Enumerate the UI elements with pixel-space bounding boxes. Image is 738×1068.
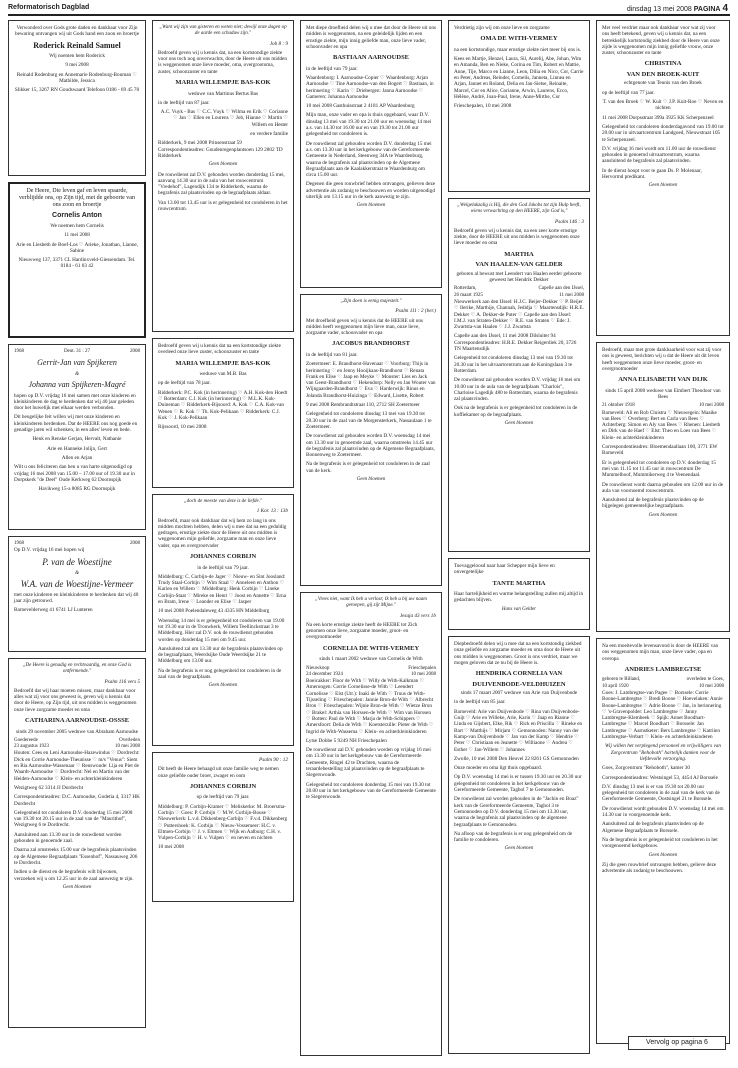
family-list: Nieuwerkerk aan den IJssel: H.J.C. Beijer-Dekker ♡ P. Beijer ♡ Ilerike, Marthije, Channah, Jedidja ♡ Maartensdijk: H.R.E. Dekker ♡ A. Dekker-de Puter ♡ Capelle aan den IJssel: I.M.J. van Straten-Dekker ♡ R.E. van Straten ♡ Ede: J. Zwartsta-van Haalen ♡ J.J. Zwartsta xyxy=(454,298,584,331)
anniversary-spijkeren xyxy=(8,344,146,530)
family-list: Waardenburg: I. Aarnoudse-Copier ♡ Waardenburg: Arjan Aarnoudse ♡ Tine Aarnoudse-van den Bogert ♡ Bastiaan, in herinnering ♡ Karin ♡ Driebergen: Janna Aarnoudse ♡ Gameren: Johanna Aarnoudse xyxy=(306,74,434,100)
died-place: Capelle aan den IJssel, xyxy=(538,286,584,292)
obituary-van-dijk xyxy=(596,342,730,632)
ad-text: Bedroefd geven wij u kennis dat, na een kortstondige ziekte voor ons toch nog onverwachts, door de Heere uit ons midden is weggenomen onze lieve moeder, oma, overgrootoma, zuster, schoonzuster en tante xyxy=(158,49,287,75)
obituary-bastiaan-aarnoudse xyxy=(300,20,442,288)
family-list: Goes: J. Lambregtse-van Pagee ♡ Borssele: Corrie Boone-Lambregtse ♡ Bredi Boone ♡ Hoevelaken: Annie Boone-Lambregtse ♡ Adrie Boone ♡ Jan, in herinnering ♡ 's-Gravenpolder: Leo Lambregtse ♡ Janny Lambregtse-Klembeek ♡ Spijk: Annet Boodhart-Lambregtse ♡ Marcel Boodhart ♡ Borssele: Jan Lambregtse ♡ Aarnstketer: Bers Lambregtse ♡ Katriien Lambregtse-Verbart ♡ Klein- en achterkleinkinderen xyxy=(602,689,723,741)
family-list: Kees en Martje, Henzel, Laura, Sil, Aurelij, Abe, Johan, Wim en Amanda, Ben en Nieke, Corina en Tim, Robert en Mattie, Anne, Tije, Marco en Lianne, Leon, Dilia en Nico, Cor, Carrie en Peter, Andreas, Reinder, Cornelis, Janneta, Linnea en Arjan, Jannet en Roland, Delia en Jan-Sietse, Reinaite, Marcel, Cor en Alice, Corianne, Arwin, Laurens, Ecco, Hélène, André, Joan-Paul, Irene, Anne-Mirthe, Cor xyxy=(454,56,584,100)
family-1: Henk en Renske Gerjan, Hervalt, Nathanie xyxy=(32,436,122,443)
born-place: Rotterdam, xyxy=(454,286,477,292)
died-place: Overleden xyxy=(119,737,140,743)
deceased-sub: geboren al bewust met Leendert van Haalen eerder geboorte geweest het Hendrik Dekker xyxy=(456,270,582,284)
ad-address: 10 mei 2008 Poelendaleweg 43 4335 HN Middelburg xyxy=(158,608,270,615)
column-4 xyxy=(448,20,590,1060)
obituary-aarnoudse-catharina xyxy=(8,658,146,1028)
deceased-sub: sinds 29 november 2005 weduwe van Abraham Aarnoudse xyxy=(15,728,139,735)
died-place: Frieschepalen xyxy=(408,665,436,671)
ad-text: Met veel verdriet maar ook dankbaar voor wat zij voor ons heeft betekend, geven wij u kennis dat, na een betrekkelijk kortstondig ziekbed door de Heere van onze zijde is weggenomen mijn innig geliefde vrouw, onze zuster, schoonzuster en tante xyxy=(602,25,720,57)
died-date: 10 mei 2008 xyxy=(699,403,724,409)
ad-sign: Geen bloemen xyxy=(356,203,386,209)
ad-text-4: Ook na de begrafenis is er gelegenheid tot condoleren in de koffiekamer op de begraafplaats. xyxy=(454,405,578,418)
ad-name: Roderick Reinald Samuel xyxy=(33,40,121,50)
ad-text-3: Aansluitend zal om 13.30 uur de begrafenis plaatsvinden op de begraafplaats, Weerdsijke Oude Weerdsijke 21 te Middelburg om 13.00 uur. xyxy=(158,645,283,665)
obituary-oma-de-with xyxy=(448,20,590,192)
deceased-name-1: MARTHA xyxy=(504,250,534,258)
ad-address: Barnevelderweg 41 6741 LJ Lunteren xyxy=(14,607,93,614)
ad-text: met onze kinderen en kleinkinderen te herdenken dat wij 40 jaar zijn getrouwd. xyxy=(14,591,139,605)
deceased-name: MARIA WILLEMPJE BAS-KOK xyxy=(175,359,271,367)
ad-sign: Geen bloemen xyxy=(648,852,678,858)
ad-address: Havikweg 15-a 8085 RG Doornspijk xyxy=(38,486,116,493)
ad-text-2: Mijn man, onze vader en opa is thuis opgebaard, waar D.V. dinsdag 13 mei van 19.30 tot 21.00 uur en woensdag 14 mei a.s. van 14.30 tot 16.00 uur en van 19.30 tot 21.00 uur gelegenheid tot condoleren is. xyxy=(306,112,432,138)
ad-text-4: Aansluitend zal de begrafenis plaatsvinden op de Algemene Begraafplaats te Borssele. xyxy=(602,821,704,834)
ad-sub: Wij noemen hem Roderick xyxy=(49,53,105,60)
ad-text: Diepbedroefd delen wij u mee dat na een kortstondig ziekbed onze geliefde en zorgzame moeder en oma door de Heere uit ons midden is weggenomen. Groot is ons verdriet, maar we mogen geloven dat ze nu bij de Heere is. xyxy=(454,641,582,666)
ad-sub: We noemen hem Cornelis xyxy=(50,223,104,229)
quote: „Welgelukzalig is Hij, die den God Jakobs tot zijn Hulp heeft, wiens verwachting op den HEERE, zijn God is," xyxy=(457,203,581,215)
deceased-sub: sinds 15 april 2008 weduwe van Eimbert Theodoor van Bees xyxy=(605,387,721,400)
deceased-sub: sinds 1 maart 2002 weduwe van Cornelis de With xyxy=(319,656,423,663)
deceased-age: op de leeftijd van 78 jaar. xyxy=(158,380,211,387)
obituary-van-duijvenbode xyxy=(448,636,590,1054)
died-date: 10 mei 2008 xyxy=(115,744,140,750)
year-end: 2008 xyxy=(130,541,140,546)
ad-text-5: Na afloop van de begrafenis is er nog gelegenheid om de familie te condoleren. xyxy=(454,830,573,844)
deceased-name: JOHANNES CORBIJN xyxy=(189,553,257,561)
ad-header-line xyxy=(14,349,140,355)
family-list: T. van den Broek ♡ W. Kuit ♡ J.P. Kuit-Roe ♡ Neven en nichten xyxy=(602,99,724,112)
ad-text-3: Gelegenheid tot condoleren donderdag 15 mei van 19.30 tot 20.00 uur in het kerkgebouw van de Gereformeerde Gemeente te Siegerswoude. xyxy=(306,781,436,801)
ad-text: hopen op D.V. vrijdag 16 mei samen met onze kinderen en kleinkinderen de dag te herdenken dat wij 40 jaar geleden door het huwelijk met elkaar werden verbonden. xyxy=(14,392,136,412)
ad-text-6: Zij die geen rouwbrief ontvangen hebben, gelieve deze advertentie als zodanig te beschouwen. xyxy=(602,861,717,875)
family-list: Middelburg: C. Corbijn-de Jager ♡ Nieuw- en Sint Joosland: Trudy Staal-Corbijn ♡ Wim Staal ♡ Anneleen en Anthon ♡ Karien en Willem ♡ Middelburg: Henk Corbijn ♡ Lineke Corbijn-Staat ♡ Mireke en Henri ♡ Joost en Annette ♡ Erna en Bram, Irene ♡ Leander en Elise ♡ Jasper xyxy=(158,573,287,606)
deceased-name: BASTIAAN AARNOUDSE xyxy=(332,54,410,62)
ad-text-3: De rouwdienst zal gehouden worden D.V. donderdag 15 mei a.s. om 13.30 uur in het kerkgebouw van de Gereformeerde Gemeente in Nederland, Steenweg 34A te Waardenburg, waarna de begrafenis zal plaatsvinden op de Algemene Begraafplaats aan de Kaalakkerstraat te Waardenburg om circa 15.00 uur. xyxy=(306,140,432,179)
ad-text-3: De rouwdienst zal gehouden worden D.V. vrijdag 16 mei om 10.00 uur in de aula van de begraafplaats "Charlois", Charloise Lagedijk 480 te Rotterdam, waarna de begrafenis zal plaatsvinden. xyxy=(454,377,581,403)
quote: „Vrees niet, want Ik heb u verlost; Ik heb u bij uw naam geroepen, gij zijt Mijne." xyxy=(315,597,427,609)
reception: Wilt u ons feliciteren dan hen u van harte uitgenodigd op vrijdag 16 mei 2008 van 15.00 – 17.00 uur of 19.30 uur in Dorpskerk "de Deel" Oude Kerkweg 62 Doornspijk xyxy=(14,464,135,483)
verse-ref: Jesaja 43 vers 1b xyxy=(399,612,436,619)
birth-announcement-cornelis xyxy=(8,182,146,338)
ad-text-2: na een kortstondige, maar ernstige ziekte niet meer bij ons is. xyxy=(454,46,582,53)
born-date: 26 maart 1925 xyxy=(454,292,483,298)
ad-text-4: Aansluitend zal de begrafenis plaatsvinden op de bijgelegen gemeentelijke begraafplaats. xyxy=(602,497,704,510)
ad-text-2: Gelegenheid tot condoleren donderdagavond van 19.00 tot 20.00 uur in uitvaartcentrum Landgoed, Nieuwstraat 105 te Scherpenzeel. xyxy=(602,123,724,143)
family-3: Allen en Arjan xyxy=(61,454,93,461)
deceased-name-2: DUIJVENBODE-VELDHUIZEN xyxy=(472,680,566,688)
family-list: Boeicakker: Floor de With ♡ Willy de With-Kalkman ♡ Amerongen: Corrie Cornelisse-de With ♡ Leendert Cornelisse ♡ Elst (Utr.): Inaki de With ♡ Truus de With-Tijsseling ♡ Frieschepalen: Jannie Bron-de With ♡ Albrecht Bron ♡ Frieschepalen: Wijnie Bron-de With ♡ Wietze Bron ♡ Brakel: Arthia van Horssen-de With ♡ Wim van Horssen ♡ Botten: Paul de With ♡ Marja de With-Schippers ♡ Amersfoort: Delia de With ♡ Koetsterzille: Pieter de With ♡ Ingrid de With-Wassema ♡ Klein- en achterkleinkinderen xyxy=(306,678,434,735)
ad-text-2: Onze moeder en oma ligt thuis opgebaard. xyxy=(454,765,543,772)
page-label: PAGINA xyxy=(693,6,721,13)
ad-text: Verdrietig zijn wij om onze lieve en zorgzame xyxy=(454,25,550,31)
deceased-name: ANNA ELISABETH VAN DIJK xyxy=(618,376,708,384)
ad-parents: Reinald Rodenburg en Annemarie Rodenburg-Bouman ♡ Mathilde, Jessica xyxy=(16,71,138,84)
correspondence: Correspondentieadres: Bloemendaallaan 100, 3771 EW Barneveld xyxy=(602,444,718,457)
ad-text-2: De rouwdienst zal D.V. gehouden worden op vrijdag 16 mei om 13.30 uur in het kerkgebouw van de Gereformeerde Gemeente, Ringel 42 te Drachten, waarna de teraardebestelling zal plaatsvinden op de begraafplaats te Siegerswoude. xyxy=(306,747,431,779)
family-list: Houten: Cees en Leni Aarnoudse-Hazewindus ♡ Dordrecht: Dick en Corrie Aarnoudse-Theunisse ♡ m/s "Venus": Siem en Ria Aarnoudse-Wassenaar ♡ Renswoude: Lija en Piet de Waardt-Aarnoudse ♡ Dordrecht: Nel en Martin van der Heiden-Aarnoudse ♡ Klein- en achterkleinkinderen xyxy=(14,750,140,782)
deceased-name: JOHANNES CORBIJN xyxy=(189,782,257,790)
deceased-name: JACOBUS BRANDHORST xyxy=(332,340,410,348)
page-header-date xyxy=(627,3,728,14)
ad-date: 9 mei 2008 xyxy=(65,62,89,69)
deceased-name: CORNELIA DE WITH-VERMEY xyxy=(322,644,420,652)
quote: „Zijn doen is eenig majesteit." xyxy=(340,299,402,304)
deceased-age: in de leeftijd van 87 jaar. xyxy=(158,99,210,106)
family-list: Barneveld: Ali en Rob Cluistra ♡ Nieuwegein: Maaike van Bees ♡ Overberg: Bert en Carla van Bees ♡ Achterberg: Simon en Aly van Bees ♡ Rhenen: Liesbeth en Dirk van de Haef ♡ Elst: Theo en Loes van Bees ♡ Klein- en achterkleinkinderen xyxy=(602,409,721,441)
correspondence: Correspondentieadres: D.C. Aarnoudse, Godetia 4, 3317 HK Dordrecht xyxy=(14,794,140,807)
family-list: Barneveld: Arie van Duijvenbode ♡ Rina van Duijvenbode-Guijt ♡ Arie en Willeke, Arie, Karin ♡ Jaap en Rianne ♡ Linda en Gijsbert, Elke, Rik ♡ Rick en Priscilla ♡ Rineke en Bart ♡ Matthijs ♡ Mirjam ♡ Gemonnoden: Nanny van der Kamp-van Duijvenbode ♡ Jan van der Kamp ♡ Hendrie ♡ Peter ♡ Christiaan en Jeanette ♡ Williaone ♡ Andrea ♡ Esther ♡ Jan-Willem ♡ Johannes xyxy=(454,708,583,753)
obituary-brandhorst xyxy=(300,294,442,586)
ad-sign: Geen bloemen xyxy=(208,683,238,689)
ad-date: 10 mei 2008 xyxy=(158,844,184,851)
ad-address: Wezigtweg 62 3314 JJ Dordrecht xyxy=(14,784,84,791)
deceased-name-2: VAN HAALEN-VAN GELDER xyxy=(475,261,563,269)
quote: „Want wij zijn van gisteren en weten niet; dewijl onze dagen op de aarde een schaduw zijn." xyxy=(159,25,287,37)
ad-text-2: Haar hartelijkheid en warme belangstelling zullen mij altijd in gedachten blijven. xyxy=(454,591,584,604)
ad-intro: Op D.V. vrijdag 16 mei hopen wij xyxy=(14,547,85,554)
verse-ref: Psalm 111 : 2 (ber.) xyxy=(395,308,436,315)
ampersand: & xyxy=(74,370,80,377)
family-end: en verdere familie xyxy=(250,131,288,138)
column-3 xyxy=(300,20,442,1062)
ad-text-2: Gelegenheid tot condoleren D.V. donderdag 15 mei 2008 van 19.30 tot 20.15 uur in de zaal van de "Maurithof", Wezigtweg 6 te Dordrecht. xyxy=(14,809,133,829)
deceased-sub: in de leeftijd van 79 jaar. xyxy=(197,564,249,571)
deceased-sub: op de leeftijd van 79 jaar. xyxy=(196,794,250,801)
died-place: overleden te Goes, xyxy=(686,677,724,683)
ad-text-3: De rouwdienst wordt daarna gehouden om 12.00 uur in de aula van voornoemd rouwcentrum. xyxy=(602,481,724,494)
ad-text: Dit heeft de Heere behaagd uit onze familie weg te nemen onze geliefde ouder broer, zwager en oom xyxy=(158,766,279,779)
birth-announcement-roderick xyxy=(8,20,146,176)
ad-text: De Heere, Die leven gaf en leven spaarde, verblijdde ons, op Zijn tijd, met de geboorte van ons zoon en broertje xyxy=(19,188,135,208)
column-1 xyxy=(8,20,146,1034)
deceased-sub: in de leeftijd van 81 jaar. xyxy=(306,351,358,358)
ad-address: Nieuwweg 137, 3371 CL Hardinxveld-Giessendam. Tel. 0184 - 61 03 42 xyxy=(18,257,136,270)
continued-on-page-link[interactable]: Vervolg op pagina 6 xyxy=(628,1036,726,1050)
obituary-van-den-broek-kuit xyxy=(596,20,730,336)
ad-text: Bedroefd dat wij haar moeten missen, maar dankbaar voor alles wat zij voor ons geweest is, geven wij u kennis dat door de Heere, op Zijn tijd, uit ons midden is weggenomen onze lieve zorgzame moeder en oma xyxy=(14,687,137,713)
obituary-corbijn-1 xyxy=(152,494,294,746)
ad-text-5: Na de begrafenis is er gelegenheid tot condoleren in het voorgenoemd kerkgebouw. xyxy=(602,836,718,850)
year-end: 2008 xyxy=(129,349,140,354)
ad-text: Na een korte ernstige ziekte heeft de HEERE tot Zich genomen onze lieve, zorgzame moeder, groot- en overgrootmoeder xyxy=(306,621,418,641)
ad-text-3: De rouwdienst zal gehouden worden D.V. woensdag 14 mei om 13.30 uur in genoemde zaal, waarna omstreeks 14.45 uur de begrafenis zal plaatsvinden op de Algemene Begraafplaats, Bonnenweg te Zoetermeer. xyxy=(306,433,435,459)
deceased-sub: weduwe van Martinus Bertus Bas xyxy=(187,90,259,97)
ad-address: Ridderkerk, 9 mei 2008 Prinsenstraat 59 Correspondentieadres: Goudenregenplantsoen 129 2802 TD Ridderkerk xyxy=(158,140,283,159)
year-start: 1968 xyxy=(14,541,24,546)
ad-text-3: Aansluitend aan 13.30 uur in de rouwdienst worden gehouden in genoemde zaal. xyxy=(14,831,122,845)
ad-parents: Arie en Liesbeth de Boef-Los ♡ Arieke, Jonathan, Lianne, Sabine xyxy=(15,241,139,254)
ad-text: Bedroefd geven wij u kennis dat na een kortstondige ziekte overleed onze lieve zuster, schoonzuster en tante xyxy=(158,343,281,356)
ad-text-4: Na de begrafenis is er nog gelegenheid tot condoleren in de zaal van de begraafplaats. xyxy=(158,667,282,681)
column-5 xyxy=(596,20,730,1050)
anniversary-woestijne xyxy=(8,536,146,652)
ad-text-2: Woensdag 14 mei is er gelegenheid tot condoleren van 19.00 tot 19.30 uur in de Trouwkerk, Willem Teellinckstraat 3 te Middelburg. Hier zal D.V. ook de rouwdienst gehouden worden op donderdag 15 mei om 9.45 uur. xyxy=(158,617,285,643)
ad-sign: Geen bloemen xyxy=(62,884,92,890)
deceased-name: OMA DE WITH-VERMEY xyxy=(480,35,558,43)
ad-address: Frieschepalen, 10 mei 2008 xyxy=(454,103,512,110)
header-date: dinsdag 13 mei 2008 xyxy=(626,6,692,13)
ad-sign: Geen bloemen xyxy=(648,183,678,189)
ad-text-4: In de dienst hoopt voor te gaan Ds. P. Molenaar, Hervormd predikant. xyxy=(602,167,702,181)
obituary-bas-kok-1 xyxy=(152,20,294,332)
ad-name: Cornelis Anton xyxy=(52,212,102,219)
born-date: 23 augustus 1923 xyxy=(14,744,49,750)
ad-address: 10 mei 2008 Gasthuisstraat 2 4181 AP Waardenburg xyxy=(306,103,415,110)
born-date: 21 oktober 1918 xyxy=(602,403,635,409)
correspondence: Correspondentieadres: Westsingel 53, 4454 AJ Borssele xyxy=(602,774,718,781)
couple-name-1: P. van de Woestijne xyxy=(42,556,112,567)
ad-text: Toevaggeloosd naar haar Schepper mijn lieve en onvergetelijke xyxy=(454,563,555,576)
ad-text-2: Gelegenheid tot condoleren dinsdag 13 mei van 19.30 tot 20.30 uur in het uitvaartcentrum aan de Koningslaan 3 te Rotterdam. xyxy=(454,355,573,374)
obituary-de-with-vermey xyxy=(300,592,442,1056)
ad-text: Met diepe droefheid delen wij u mee dat door de Heere uit ons midden is weggenomen, na een geleidelijk lijden en een ernstige ziekte, mijn innig geliefde man, onze lieve vader, schoonvader en opa xyxy=(306,25,436,50)
ad-text-5: Indien u de dienst en de begrafenis wilt bijwonen, verzoeken wij u om 12.25 uur in de zaal aanwezig te zijn. xyxy=(14,869,134,882)
ampersand: & xyxy=(74,569,80,576)
died-date: 10 mei 2008 xyxy=(411,671,436,677)
born-place: geboren te Rilland, xyxy=(602,677,641,683)
ad-sign: Geen bloemen xyxy=(208,162,238,168)
died-date: 11 mei 2008 xyxy=(559,292,584,298)
ad-text-3: D.V. vrijdag 16 mei wordt om 11.00 uur de rouwdienst gehouden in genoemd uitvaartcentrum, waarna aansluitend de begrafenis zal plaatsvinden. xyxy=(602,145,716,165)
verse-ref: 1 Kor. 13 : 13b xyxy=(256,508,288,515)
ad-text-4: De rouwdienst zal worden gehouden in de "Jachin en Boaz" kerk van de Gereformeerde Gemeente, Tagbol 3 te Gemonnoden op D.V. donderdag 15 mei om 13.30 uur, waarna de begrafenis zal plaatsvinden op de algemene begraafplaats te Gemonnoden. xyxy=(454,796,579,828)
quote: „De Heere is genadig en rechtvaardig, en onze God is ontfermende." xyxy=(22,663,132,675)
deceased-sub: echtgenote van Teunis van den Broek xyxy=(624,80,702,87)
deceased-name-2: VAN DEN BROEK-KUIT xyxy=(626,70,700,78)
ad-text: Bedroefd geven wij u kennis dat, na een zeer korte ernstige ziekte, door de HEERE uit ons midden is weggenomen onze lieve moeder en oma xyxy=(454,227,580,247)
ad-address: 11 mei 2008 Dorpsstraat 399a 3925 KK Scherpenzeel xyxy=(602,114,714,121)
ad-text-3: Op D.V. woensdag 14 mei is er tussen 19.30 uur en 20.30 uur gelegenheid tot condoleren in het kerkgebouw van de Gereformeerde Gemeente, Tagbol 7 te Gemonnoden. xyxy=(454,774,582,794)
deceased-name-1: CHRISTINA xyxy=(644,60,682,68)
deceased-sub: weduwe van M.B. Bas xyxy=(199,371,247,378)
ad-text-2: Dit heugelijke feit willen wij met onze kinderen en kleinkinderen herdenken. Dat de HEERE ons nog goede en genadige jaren wil schenken, in een alles' leven en bede. xyxy=(14,414,138,434)
ad-text-4: Degenen die geen rouwbrief hebben ontvangen, gelieven deze advertentie als zodanig te beschouwen en worden uitgenodigd uiterlijk om 13.15 uur in de kerk aanwezig te zijn. xyxy=(306,181,436,201)
verse-ref: Psalm 90 : 12 xyxy=(259,757,288,763)
family-list: Zoetermeer: E. Brandhorst-Havenaar ♡ Voorburg: Thijs in herinnering ♡ en Jenny Hooijkaas-Brandhorst ♡ Renata Frank en Elise ♡ Jaap en Meyke ♡ Monster: Lies en Jack van Geest-Brandhorst ♡ Hekendorp: Nelly en Jan Wouter van Wijngaarden-Brandhorst ♡ Eva ♡ Harderwijk: Rinus en Jolanda Brandhorst-Huizinga ♡ Edward, Lisette, Robert xyxy=(306,361,436,399)
family-list: A.C. Vuyk - Bas ♡ C.C. Vuyk ♡ Wilma en Erik ♡ Corianne ♡ Jan ♡ Ellen en Lourens ♡ Job, Hianne ♡ Martin ♡ Willem en Hester xyxy=(160,109,288,128)
verse-ref: Deut. 31 : 27 xyxy=(63,349,91,354)
verse-ref: Job 8 : 9 xyxy=(269,40,288,47)
page-number: 4 xyxy=(722,3,728,14)
ad-address: Capelle aan den IJssel, 11 mei 2008 Dilsluiter 94 Correspondentieadres: H.R.E. Dekker Reigerdiek 20, 3726 TN Maartensdijk xyxy=(454,333,577,353)
ad-text-3: Van 13.00 tot 13.45 uur is er gelegenheid tot condoleren in het rouwcentrum. xyxy=(158,199,288,213)
ad-text-4: Na de begrafenis is er gelegenheid tot condoleren in de zaal van de kerk. xyxy=(306,461,430,474)
thanks: Wij willen het verplegend personeel en vrijwilligers van Zorgcentrum "Rehoboth" hartelijk danken voor de liefdevolle verzorging. xyxy=(605,743,721,762)
ad-address: Rijssoord, 10 mei 2008 xyxy=(158,424,207,431)
deceased-sub: sinds 17 maart 2007 weduwe van Arie van Duijvenbode xyxy=(460,690,578,697)
ad-text-2: Gelegenheid tot condoleren dinsdag 13 mei van 19.30 tot 20.30 uur in de zaal van de Morgensterkerk, Nassaulaan 1 te Zoetermeer. xyxy=(306,411,432,430)
quote: „doch de meeste van deze is de liefde." xyxy=(183,499,263,504)
ad-address: Goes, Zorgcentrum "Rehoboth", kamer 30 xyxy=(602,765,690,772)
couple-name-1: Gerrit-Jan van Spijkeren xyxy=(37,358,117,368)
deceased-age: in de leeftijd van 85 jaar. xyxy=(454,699,506,706)
ad-text: Bedroefd, maar met grote dankbaarheid voor wat zij voor ons is geweest, berichten wij u dat de Heere uit dit leven heeft weggenomen onze lieve moeder, groot- en overgrootmoeder xyxy=(602,347,722,372)
obituary-van-haalen-van-gelder xyxy=(448,198,590,552)
deceased-name: TANTE MARTHA xyxy=(492,579,546,587)
verse-ref: Psalm 146 : 3 xyxy=(555,218,584,225)
header-rule xyxy=(8,14,730,16)
born-place: Goedereede xyxy=(14,737,38,743)
ad-sign: Hans van Gelder xyxy=(501,606,537,612)
ad-date: 11 mei 2008 xyxy=(64,232,90,239)
obituary-tante-martha xyxy=(448,558,590,630)
deceased-name-1: HENDRIKA CORNELIA VAN xyxy=(475,670,563,678)
verse-ref: Psalm 116 vers 5 xyxy=(104,678,140,685)
ad-text-2: Er is gelegenheid tot condoleren op D.V. donderdag 15 mei van 11.15 tot 11.45 uur in rouwcentrum De Mummelhoof, Mummikerweg 4 te Veenendaal. xyxy=(602,459,716,479)
obituary-bas-kok-2 xyxy=(152,338,294,488)
ad-sign: Geen bloemen xyxy=(504,421,534,427)
couple-name-2: W.A. van de Woestijne-Vermeer xyxy=(20,578,134,589)
ad-text-4: Daarna zal omstreeks 15.00 uur de begrafenis plaatsvinden op de Algemene Begraafplaats "Essenhof", Nassauweg 206 te Dordrecht. xyxy=(14,847,138,866)
ad-sign: Geen bloemen xyxy=(648,512,678,518)
ad-address: Lytse Dobbe 5 9249 NH Frieschepalen xyxy=(306,737,387,744)
ad-text-3: De rouwdienst wordt gehouden D.V. woensdag 14 mei om 14.30 uur in voorgenoemde kerk. xyxy=(602,805,724,819)
ad-sign: Geen bloemen xyxy=(356,477,386,483)
deceased-name: ANDRIES LAMBREGTSE xyxy=(624,665,702,673)
obituary-corbijn-2 xyxy=(152,752,294,902)
ad-intro: Verwonderd over Gods grote daden en dankbaar voor Zijn bewaring ontvangen wij uit Gods hand een zoon en broertje xyxy=(14,25,140,38)
ad-address: 9 mei 2008 Rembrandtstraat 110, 2712 SH Zoetermeer xyxy=(306,402,420,409)
family-list: Ridderkerk: P.C. Kok (in herinnering) ♡ A.H. Kok-den Hoedt ♡ Rotterdam: C.J. Kok (in herinnering) ♡ M.L.K. Kok-Duineman ♡ Ridderkerk-Bijsoord: A. Kok ♡ C.A. Kok-van Wenen ♡ R. Kok ♡ Th. Kok-Pelikaan ♡ Ridderkerk: C.J. Kok ♡ J. Kok-Pelikaan xyxy=(158,389,288,421)
born-date: 24 december 1924 xyxy=(306,671,343,677)
born-date: 10 april 1920 xyxy=(602,683,629,689)
deceased-name: CATHARINA AARNOUDSE-OSSSE xyxy=(24,717,130,725)
family-list: Middelburg: P. Corbijn-Kramer ♡ Meliskerke: M. Broersma-Corbijn ♡ Goes: P. Corbijn ♡ M.W. Corbijn-Bouse ♡ Nieuwerkerk: L.v.d. Dikkenberg-Corbijn ♡ F.v.d. Dikkenberg ♡ Puttershoek: K. Corbijn ♡ Nieuw-Vossemeer: H.C. v. Eltmen-Corbijn ♡ J. v. Eltmen ♡ Wijk en Aalburg: C.H. v. Vulpen-Corbijn ♡ H. v. Vulpen ♡ en neven en nichten xyxy=(158,803,288,842)
deceased-name: MARIA WILLEMPJE BAS-KOK xyxy=(175,79,271,87)
paper-name: Reformatorisch Dagblad xyxy=(8,4,90,11)
born-place: Nieuwkoop xyxy=(306,665,330,671)
year-start: 1968 xyxy=(14,349,24,354)
obituary-lambregtse xyxy=(596,638,730,1044)
column-2 xyxy=(152,20,294,908)
ad-text: Met droefheid geven wij u kennis dat de HEERE uit ons midden heeft weggenomen mijn lieve man, onze lieve, zorgzame vader, schoonvader en opa xyxy=(306,317,423,337)
ad-text: Na een moeitevolle levensavond is door de HEERE van ons weggenomen mijn man, onze lieve vader, opa en overopa xyxy=(602,643,719,662)
couple-name-2: Johanna van Spijkeren-Magré xyxy=(28,380,126,390)
ad-address: Slikker 15, 3267 RN Goudswaard Telefoon 0186 - 69 45 78 xyxy=(14,87,140,94)
deceased-age: op de leeftijd van 77 jaar. xyxy=(602,89,655,96)
family-2: Arie en Hanneke Jolijn, Gert xyxy=(47,445,107,452)
ad-text-2: De rouwdienst zal D.V. gehouden worden donderdag 15 mei, aanvang 14.30 uur in de aula van het rouwcentrum "Vredehof", Lagendijk 134 te Ridderkerk, waarna de begrafenis zal plaatsvinden op de begraafplaats aldaar. xyxy=(158,171,285,197)
ad-sign: Geen bloemen xyxy=(504,846,534,852)
ad-text-2: D.V. dinsdag 13 mei is er van 19.30 tot 20.00 uur gelegenheid tot condoleren in de zaal van de kerk van de Gereformeerde Gemeente, Oostsingel 21 te Borssele. xyxy=(602,783,720,803)
deceased-sub: in de leeftijd van 79 jaar. xyxy=(306,65,358,72)
died-date: 10 mei 2008 xyxy=(699,683,724,689)
ad-text: Bedroefd, maar ook dankbaar dat wij hem zo lang in ons midden mochten hebben, delen wij u mee dat na een geduldig gedragen, ernstige ziekte door de Heere uit ons midden is weggenomen mijn geliefde, zorgzame man en onze lieve vader, opa en overgrootvader xyxy=(158,517,287,549)
ad-address: Zwolle, 10 mei 2008 Den Heuvel 22 8261 GS Gemonnoden xyxy=(454,755,579,762)
